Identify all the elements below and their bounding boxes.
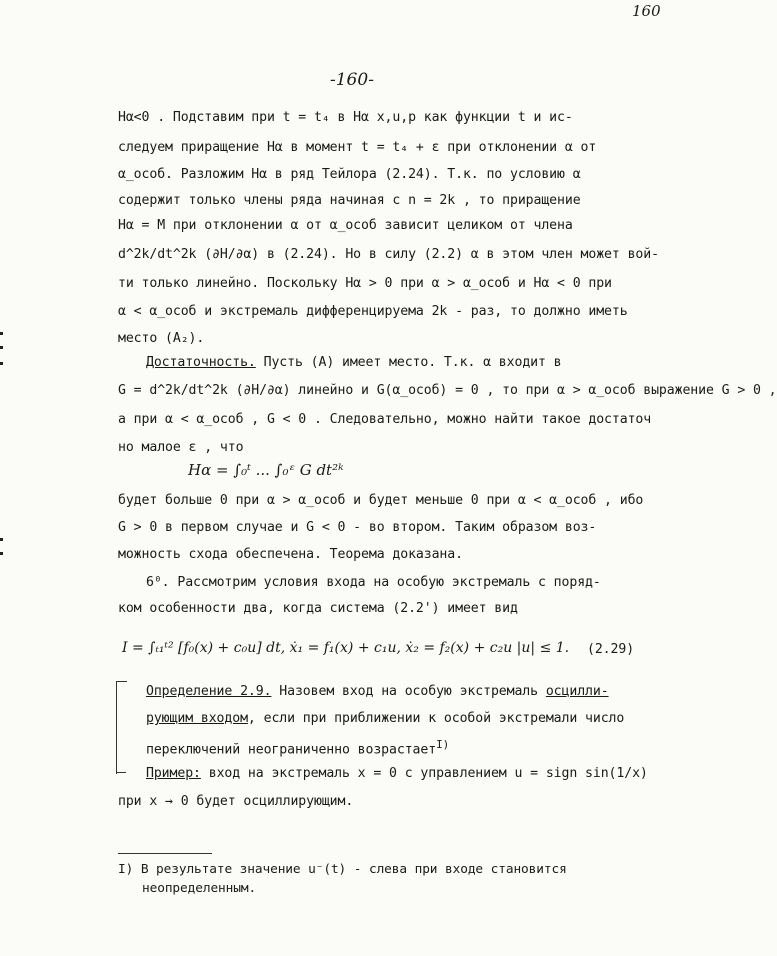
body-line: место (A₂). [118,331,205,346]
definition-heading: Определение 2.9. [146,684,272,699]
definition-term: рующим входом [146,711,248,726]
example-line: при x → 0 будет осциллирующим. [118,794,354,809]
footnote-line [118,862,567,877]
definition-term: осцилли- [545,684,609,699]
margin-mark [0,332,3,335]
section6-paragraph [146,575,601,590]
sufficiency-line: а при α < α_особ , G < 0 . Следовательно, можно найти такое достаточ [118,412,652,427]
margin-mark [0,538,3,541]
definition-bracket-tail [116,772,126,773]
footnote-text: В результате значение u⁻(t) - слева при входе становится [140,862,567,877]
corner-page-number: 160 [632,2,661,20]
body-line: d^2k/dt^2k (∂H/∂α) в (2.24). Но в силу (2.2) α в этом член может вой- [118,247,659,262]
system-formula: I = ∫ₜ₁ᵗ² [f₀(x) + c₀u] dt, ẋ₁ = f₁(x) + c₁u, ẋ₂ = f₂(x) + c₂u |u| ≤ 1. [122,640,570,656]
footnote-rule [118,853,212,854]
example-text: вход на экстремаль x = 0 с управлением u = sign sin(1/x) [208,766,648,781]
definition-line [146,684,609,699]
sufficiency-line: но малое ε , что [118,440,244,455]
body-line: Hα<0 . Подставим при t = t₄ в Hα x,u,p как функции t и ис- [118,110,573,125]
sufficiency-line: G > 0 в первом случае и G < 0 - во втором. Таким образом воз- [118,520,597,535]
footnote-mark: I) [118,862,134,877]
definition-text: переключений неограниченно возрастает [146,742,437,758]
body-line: содержит только члены ряда начиная с n = 2k , то приращение [118,193,581,208]
footnote-ref: I) [436,738,450,751]
margin-mark [0,346,3,349]
section6-line: Рассмотрим условия входа на особую экстремаль с поряд- [177,575,601,590]
margin-mark [0,552,3,555]
definition-line [146,711,624,726]
sufficiency-line: Пусть (А) имеет место. Т.к. α входит в [263,355,562,370]
sufficiency-heading: Достаточность. [146,355,256,370]
page-number: -160- [330,70,374,90]
equation-number: (2.29) [587,642,635,657]
sufficiency-line: можность схода обеспечена. Теорема доказана. [118,547,463,562]
integral-formula: Hα = ∫₀ᵗ ... ∫₀ᵋ G dt²ᵏ [188,461,344,479]
definition-text: , если при приближении к особой экстремали число [247,711,625,726]
definition-bracket [116,681,127,774]
body-line: α < α_особ и экстремаль дифференцируема 2k - раз, то должно иметь [118,304,628,319]
footnote-line: неопределенным. [142,881,257,896]
definition-line [146,738,449,757]
body-line: Hα = M при отклонении α от α_особ зависит целиком от члена [118,218,573,233]
section6-number: 6⁰. [146,575,170,590]
example-heading: Пример: [146,766,201,781]
sufficiency-paragraph [146,355,562,370]
sufficiency-line: будет больше 0 при α > α_особ и будет меньше 0 при α < α_особ , ибо [118,493,644,508]
body-line: α_особ. Разложим Hα в ряд Тейлора (2.24). Т.к. по условию α [118,167,581,182]
body-line: следуем приращение Hα в момент t = t₄ + ε при отклонении α от [118,140,597,155]
example-line [146,766,648,781]
margin-mark [0,362,3,365]
body-line: ти только линейно. Поскольку Hα > 0 при α > α_особ и Hα < 0 при [118,276,612,291]
sufficiency-line: G = d^2k/dt^2k (∂H/∂α) линейно и G(α_особ) = 0 , то при α > α_особ выражение G > 0 , [118,383,777,398]
definition-text: Назовем вход на особую экстремаль [279,684,538,699]
section6-line: ком особенности два, когда система (2.2') имеет вид [118,601,518,616]
